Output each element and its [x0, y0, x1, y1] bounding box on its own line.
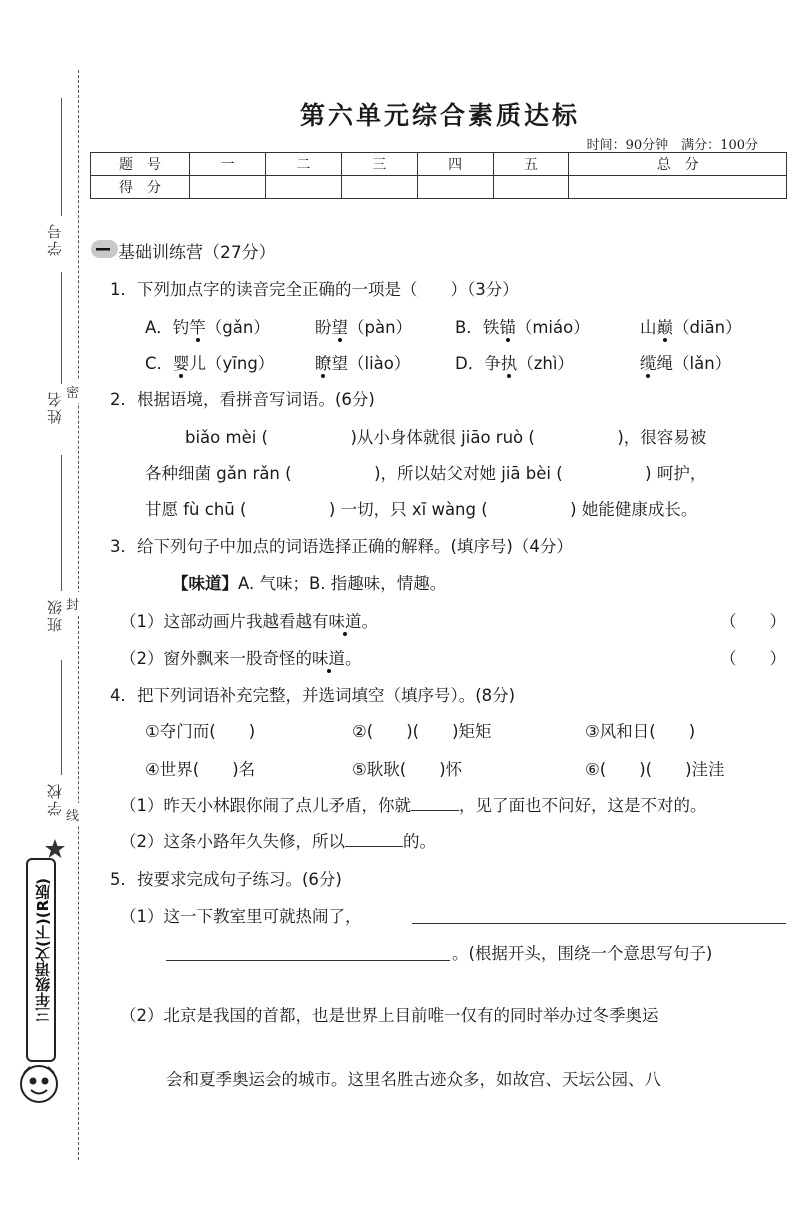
name-label: 姓名	[46, 390, 64, 424]
q4-word-5: ⑤耿耿( )怀	[352, 760, 463, 779]
q2-line-3: 甘愿 fù chū ( ) 一切，只 xī wàng ( ) 她能健康成长。	[145, 500, 698, 519]
question-2-stem: 2．根据语境，看拼音写词语。(6分)	[110, 390, 375, 409]
score-cell-header: 五	[493, 153, 569, 176]
score-table-header-row	[91, 153, 787, 176]
q4-word-3: ③风和日( )	[585, 722, 696, 741]
q1-option-d1: D．争执（zhì）	[455, 354, 574, 373]
q4-fill-2-blank[interactable]	[345, 845, 403, 847]
score-cell-empty[interactable]	[341, 176, 417, 199]
q3-item-2: （2）窗外飘来一股奇怪的味道。	[120, 649, 362, 668]
q3-answer-2[interactable]: （ ）	[720, 649, 786, 668]
question-1-stem: 1．下列加点字的读音完全正确的一项是（ ）（3分）	[110, 280, 519, 299]
q5-item-1: （1）这一下教室里可就热闹了，	[120, 907, 362, 926]
grade-subject-label: 三年级语文(下)(R版)	[34, 878, 52, 1022]
q4-fill-1: （1）昨天小林跟你闹了点儿矛盾，你就 ，见了面也不问好，这是不对的。	[120, 796, 707, 815]
seal-char-mi: 密	[66, 380, 79, 403]
q4-word-6: ⑥( )( )洼洼	[585, 760, 725, 779]
name-line	[61, 272, 62, 384]
q3-answer-1[interactable]: （ ）	[720, 612, 786, 631]
q2-line-2: 各种细菌 gǎn rǎn ( )，所以姑父对她 jiā bèi ( ) 呵护，	[145, 464, 707, 483]
class-line	[61, 455, 62, 591]
score-cell-empty[interactable]	[190, 176, 266, 199]
class-label: 班级	[46, 598, 64, 632]
q4-word-4: ④世界( )名	[145, 760, 256, 779]
section-title: 基础训练营（27分）	[118, 243, 276, 263]
score-table-score-row	[91, 176, 787, 199]
score-table	[90, 152, 787, 199]
q1-option-b1: B．铁锚（miáo）	[455, 318, 590, 337]
q1-option-a2: 盼望（pàn）	[315, 318, 413, 337]
score-cell-label: 题 号	[91, 153, 190, 176]
q5-item-1-answer-line[interactable]	[412, 923, 786, 924]
score-cell-label: 得 分	[91, 176, 190, 199]
score-cell-header: 三	[341, 153, 417, 176]
score-cell-empty[interactable]	[417, 176, 493, 199]
score-cell-header: 总 分	[569, 153, 787, 176]
q4-word-2: ②( )( )矩矩	[352, 722, 492, 741]
school-label: 学校	[46, 782, 64, 816]
score-cell-header: 四	[417, 153, 493, 176]
q2-line-1: biǎo mèi ( )从小身体就很 jiāo ruò ( )，很容易被	[185, 428, 707, 447]
binding-dashed-line	[78, 70, 79, 1160]
q4-fill-2: （2）这条小路年久失修，所以 的。	[120, 832, 436, 851]
q1-option-d2: 缆绳（lǎn）	[640, 354, 732, 373]
question-4-stem: 4．把下列词语补充完整，并选词填空（填序号）。(8分)	[110, 686, 516, 705]
q5-item-1-hint: 。(根据开头，围绕一个意思写句子)	[452, 944, 713, 963]
q1-option-c2: 瞭望（liào）	[315, 354, 411, 373]
q3-item-1: （1）这部动画片我越看越有味道。	[120, 612, 378, 631]
q3-definitions: 【味道】A. 气味；B. 指趣味，情趣。	[172, 574, 447, 593]
question-3-stem: 3．给下列句子中加点的词语选择正确的解释。(填序号)（4分）	[110, 537, 573, 556]
time-and-score-info: 时间：90分钟 满分：100分	[586, 138, 758, 153]
score-cell-empty[interactable]	[493, 176, 569, 199]
section-badge-icon	[90, 238, 120, 260]
q5-item-1-answer-line-2[interactable]	[166, 960, 450, 961]
seal-char-feng: 封	[66, 592, 79, 615]
school-line	[61, 660, 62, 775]
score-cell-header: 二	[265, 153, 341, 176]
q1-option-c1: C．婴儿（yīng）	[145, 354, 275, 373]
page-title: 第六单元综合素质达标	[299, 101, 580, 130]
star-icon	[44, 838, 66, 860]
series-brand	[18, 838, 64, 1118]
score-cell-header: 一	[190, 153, 266, 176]
q4-fill-1-blank[interactable]	[411, 809, 459, 811]
score-cell-empty[interactable]	[265, 176, 341, 199]
q5-item-2-line-1: （2）北京是我国的首都，也是世界上目前唯一仅有的同时举办过冬季奥运	[120, 1006, 659, 1025]
q1-option-b2: 山巅（diān）	[640, 318, 742, 337]
q1-option-a1: A．钓竿（gǎn）	[145, 318, 270, 337]
student-id-label: 学号	[46, 222, 64, 256]
q5-item-2-line-2: 会和夏季奥运会的城市。这里名胜古迹众多，如故宫、天坛公园、八	[166, 1070, 661, 1089]
score-cell-empty[interactable]	[569, 176, 787, 199]
q4-word-1: ①夺门而( )	[145, 722, 256, 741]
question-5-stem: 5．按要求完成句子练习。(6分)	[110, 870, 342, 889]
seal-char-xian: 线	[66, 803, 79, 826]
mascot-logo-icon	[18, 1063, 60, 1105]
